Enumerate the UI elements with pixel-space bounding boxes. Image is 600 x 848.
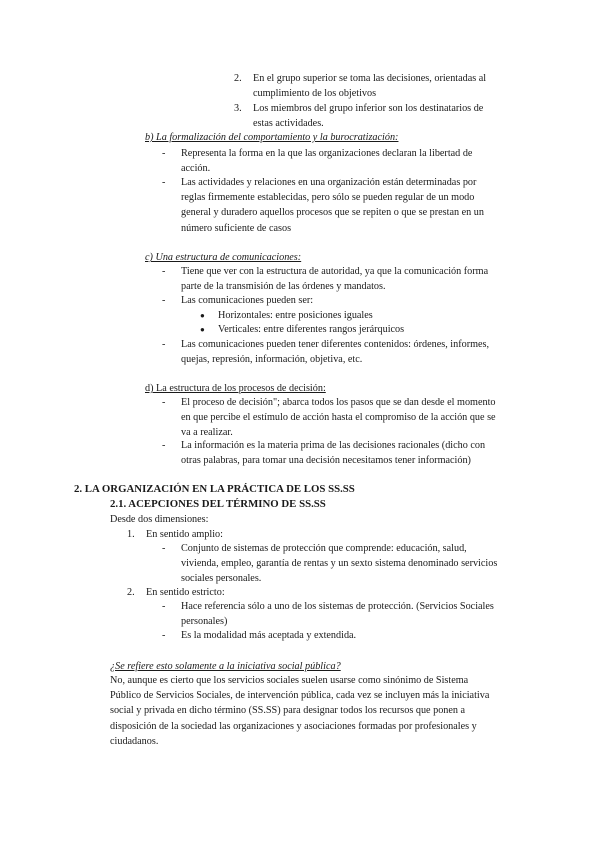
text-line: La información es la materia prima de las decisiones racionales (dicho con	[181, 440, 486, 451]
text-line: Las comunicaciones pueden tener diferentes contenidos: órdenes, informes,	[181, 339, 490, 350]
item-number: 1.	[127, 529, 135, 540]
intro-text: Desde dos dimensiones:	[110, 514, 209, 525]
text-line: Horizontales: entre posiciones iguales	[218, 310, 373, 321]
item-number: 2.	[127, 587, 135, 598]
text-line: reglas firmemente establecidas, pero sólo se pueden regular de un modo	[181, 192, 475, 204]
text-line: Tiene que ver con la estructura de autoridad, ya que la comunicación forma	[181, 266, 489, 277]
text-line: personales)	[181, 616, 228, 628]
item-number: 3.	[234, 103, 242, 114]
section-d-heading: d) La estructura de los procesos de decisión:	[145, 383, 326, 394]
text-line: Público de Servicios Sociales, de intervención pública, cada vez se incluyen más la iniciativa	[110, 690, 490, 702]
dash-bullet: -	[162, 440, 166, 451]
text-line: En el grupo superior se toma las decisiones, orientadas al	[253, 73, 487, 84]
text-line: en que percibe el estímulo de acción hasta el compromiso de la acción que se	[181, 412, 496, 424]
section-subtitle: 2.1. ACEPCIONES DEL TÉRMINO DE SS.SS	[110, 498, 326, 510]
text-line: El proceso de decisión"; abarca todos los pasos que se dan desde el momento	[181, 397, 496, 408]
section-c-heading: c) Una estructura de comunicaciones:	[145, 252, 302, 263]
item-number: 2.	[234, 73, 242, 84]
text-line: social y privada en dicho término (SS.SS) para designar todos los recursos que ponen a	[110, 705, 466, 717]
text-line: Es la modalidad más aceptada y extendida.	[181, 630, 357, 641]
dash-bullet: -	[162, 543, 166, 554]
question-heading: ¿Se refiere esto solamente a la iniciativa social pública?	[110, 661, 341, 672]
text-line: general y duradero aquellos procesos que se repiten o que se prestan en un	[181, 207, 484, 219]
text-line: Representa la forma en la que las organizaciones declaran la libertad de	[181, 148, 473, 159]
text-line: No, aunque es cierto que los servicios sociales suelen usarse como sinónimo de Sistema	[110, 675, 469, 686]
section-b-heading: b) La formalización del comportamiento y la burocratización:	[145, 132, 399, 143]
text-line: vivienda, empleo, garantía de rentas y un sexto sistema denominado servicios	[181, 558, 498, 570]
text-line: ciudadanos.	[110, 735, 159, 747]
text-line: quejas, represión, información, objetiva, etc.	[181, 354, 363, 366]
dimension-label: En sentido amplio:	[146, 529, 223, 540]
text-line: sociales personales.	[181, 573, 262, 585]
dash-bullet: -	[162, 148, 166, 159]
text-line: Los miembros del grupo inferior son los destinatarios de	[253, 103, 484, 114]
text-line: Conjunto de sistemas de protección que comprende: educación, salud,	[181, 543, 467, 554]
text-line: Las comunicaciones pueden ser:	[181, 295, 314, 306]
text-line: Las actividades y relaciones en una organización están determinadas por	[181, 177, 477, 188]
dash-bullet: -	[162, 339, 166, 350]
text-line: parte de la transmisión de las órdenes y mandatos.	[181, 281, 386, 293]
text-line: estas actividades.	[253, 118, 324, 130]
question-paragraph	[110, 673, 489, 749]
dash-bullet: -	[162, 266, 166, 277]
text-line: acción.	[181, 163, 211, 175]
text-line: Hace referencia sólo a uno de los sistemas de protección. (Servicios Sociales	[181, 601, 494, 612]
dash-bullet: -	[162, 397, 166, 408]
text-line: va a realizar.	[181, 427, 233, 439]
text-line: cumplimiento de los objetivos	[253, 88, 377, 100]
section-title: 2. LA ORGANIZACIÓN EN LA PRÁCTICA DE LOS SS.SS	[74, 483, 355, 495]
dash-bullet: -	[162, 601, 166, 612]
bullet-dot: ●	[200, 325, 205, 334]
text-line: disposición de la sociedad las organizaciones y asociaciones formadas por profesionales y	[110, 720, 477, 732]
bullet-dot: ●	[200, 311, 205, 320]
text-line: Verticales: entre diferentes rangos jerárquicos	[218, 324, 405, 335]
dash-bullet: -	[162, 177, 166, 188]
text-line: número suficiente de casos	[181, 222, 292, 234]
text-line: otras palabras, para tomar una decisión necesitamos tener información)	[181, 455, 471, 467]
dash-bullet: -	[162, 295, 166, 306]
dimension-label: En sentido estricto:	[146, 587, 225, 598]
dash-bullet: -	[162, 630, 166, 641]
